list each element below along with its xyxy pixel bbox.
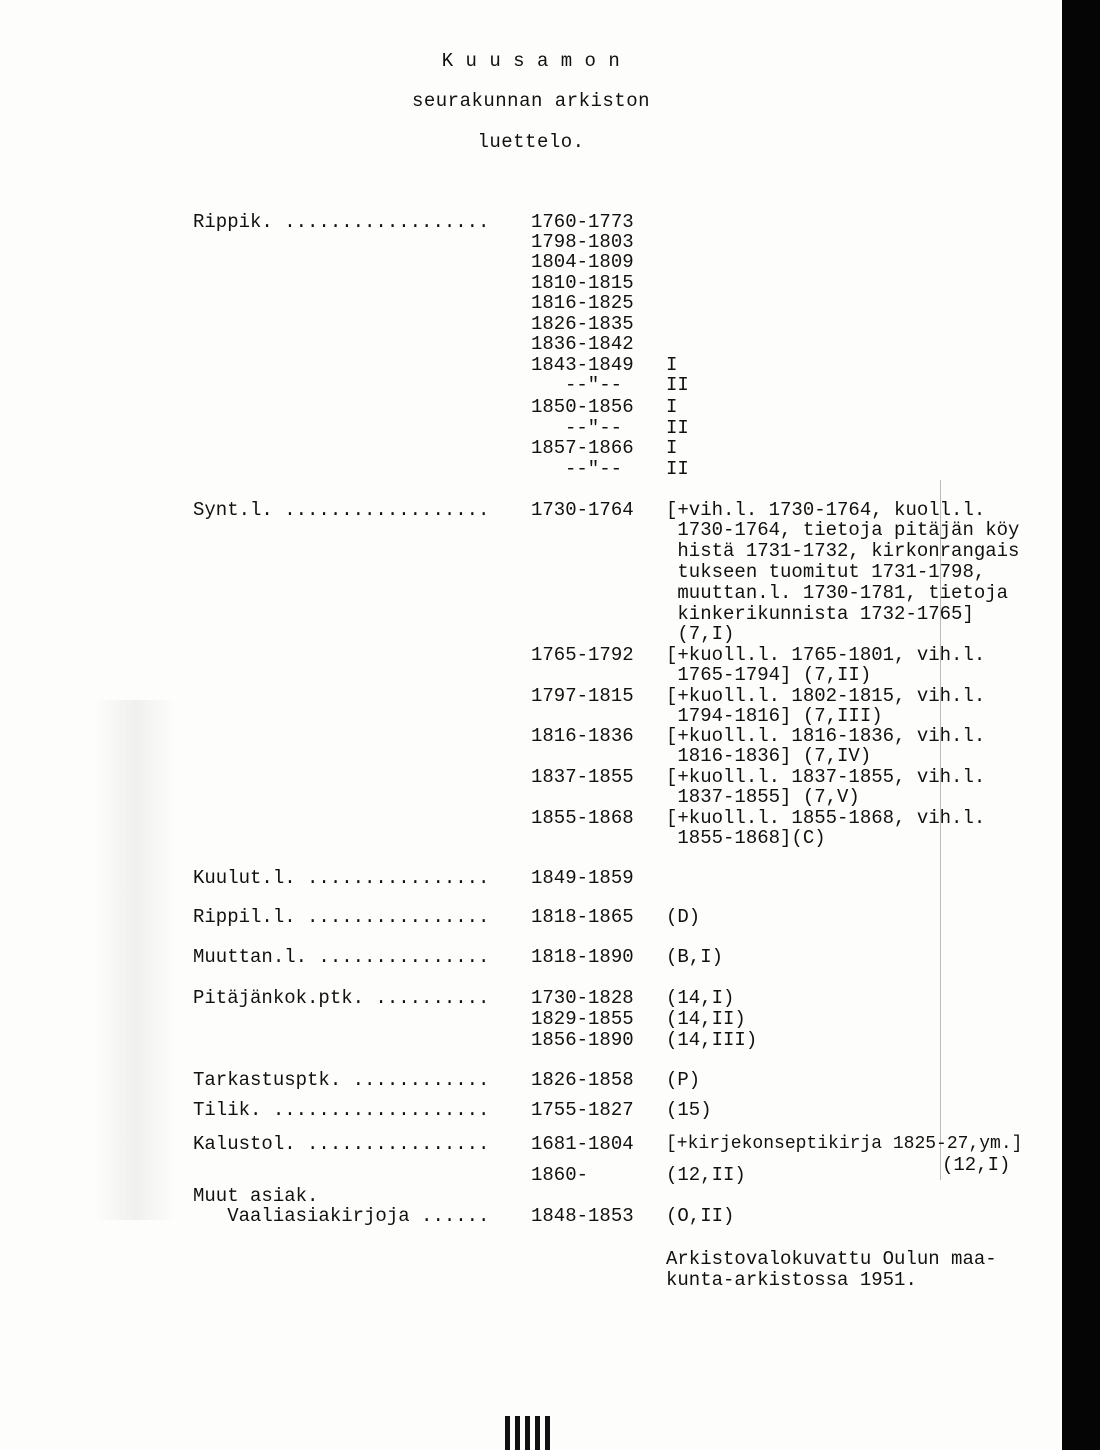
year-range: 1797-1815 — [531, 685, 634, 707]
year-range: 1856-1890 — [531, 1029, 634, 1051]
note-line: 1765-1794] (7,II) — [666, 664, 872, 686]
volume-code: (D) — [666, 906, 701, 928]
volume-code: II — [666, 417, 689, 439]
volume-code: (O,II) — [666, 1205, 735, 1227]
year-range: 1816-1836 — [531, 725, 634, 747]
muuttan-label: Muuttan.l. ............... — [193, 946, 490, 968]
volume-code: I — [666, 437, 678, 459]
note-line: [+kirjekonseptikirja 1825-27,ym.] — [666, 1134, 1023, 1154]
volume-code: II — [666, 458, 689, 480]
note-line: histä 1731-1732, kirkonrangais — [666, 540, 1020, 562]
year-range: 1730-1828 — [531, 987, 634, 1009]
year-range: 1829-1855 — [531, 1008, 634, 1030]
note-line: [+kuoll.l. 1816-1836, vih.l. — [666, 725, 986, 747]
note-line: 1816-1836] (7,IV) — [666, 745, 872, 767]
year-range: 1848-1853 — [531, 1205, 634, 1227]
year-range: 1810-1815 — [531, 272, 634, 294]
muut-label: Muut asiak. — [193, 1185, 319, 1207]
note-line: tukseen tuomitut 1731-1798, — [666, 561, 986, 583]
note-line: [+kuoll.l. 1837-1855, vih.l. — [666, 766, 986, 788]
film-border — [1062, 0, 1100, 1450]
year-range: 1730-1764 — [531, 499, 634, 521]
year-range: 1818-1865 — [531, 906, 634, 928]
title-line-1: K u u s a m o n — [441, 50, 621, 72]
volume-code: (B,I) — [666, 946, 724, 968]
year-range: 1855-1868 — [531, 807, 634, 829]
tarkastus-label: Tarkastusptk. ............ — [193, 1069, 490, 1091]
rippik-label: Rippik. .................. — [193, 211, 490, 233]
rippil-label: Rippil.l. ................ — [193, 906, 490, 928]
note-line: 1794-1816] (7,III) — [666, 705, 883, 727]
ditto-mark: --"-- — [565, 374, 623, 396]
year-range: 1755-1827 — [531, 1099, 634, 1121]
year-range: 1760-1773 — [531, 211, 634, 233]
year-range: 1850-1856 — [531, 396, 634, 418]
year-range: 1765-1792 — [531, 644, 634, 666]
tilik-label: Tilik. ................... — [193, 1099, 490, 1121]
title-line-2: seurakunnan arkiston — [411, 90, 651, 112]
note-line: muuttan.l. 1730-1781, tietoja — [666, 582, 1009, 604]
volume-code: I — [666, 396, 678, 418]
note-line: [+vih.l. 1730-1764, kuoll.l. — [666, 499, 986, 521]
title-line-3: luettelo. — [477, 131, 585, 153]
volume-code: (14,II) — [666, 1008, 746, 1030]
year-range: 1818-1890 — [531, 946, 634, 968]
year-range: 1798-1803 — [531, 231, 634, 253]
ditto-mark: --"-- — [565, 458, 623, 480]
note-line: [+kuoll.l. 1765-1801, vih.l. — [666, 644, 986, 666]
ditto-mark: --"-- — [565, 417, 623, 439]
note-line: 1730-1764, tietoja pitäjän köy — [666, 519, 1020, 541]
year-range: 1843-1849 — [531, 354, 634, 376]
year-range: 1681-1804 — [531, 1133, 634, 1155]
footer-line-1: Arkistovalokuvattu Oulun maa- — [666, 1248, 997, 1270]
year-range: 1836-1842 — [531, 333, 634, 355]
volume-code: (12,I) — [942, 1154, 1011, 1176]
note-line: (7,I) — [666, 623, 735, 645]
muut-sublabel: Vaaliasiakirjoja ...... — [193, 1205, 490, 1227]
year-range: 1816-1825 — [531, 292, 634, 314]
year-range: 1826-1835 — [531, 313, 634, 335]
pitajan-label: Pitäjänkok.ptk. .......... — [193, 987, 490, 1009]
year-range: 1826-1858 — [531, 1069, 634, 1091]
volume-code: (12,II) — [666, 1164, 746, 1186]
note-line: [+kuoll.l. 1802-1815, vih.l. — [666, 685, 986, 707]
volume-code: I — [666, 354, 678, 376]
note-line: 1855-1868](C) — [666, 827, 826, 849]
volume-code: (15) — [666, 1099, 712, 1121]
footer-line-2: kunta-arkistossa 1951. — [666, 1269, 917, 1291]
year-range: 1857-1866 — [531, 437, 634, 459]
year-range: 1837-1855 — [531, 766, 634, 788]
note-line: 1837-1855] (7,V) — [666, 786, 860, 808]
note-line: [+kuoll.l. 1855-1868, vih.l. — [666, 807, 986, 829]
film-edge-marks — [505, 1416, 555, 1450]
year-range: 1860- — [531, 1164, 589, 1186]
kalustol-label: Kalustol. ................ — [193, 1133, 490, 1155]
note-line: kinkerikunnista 1732-1765] — [666, 603, 974, 625]
volume-code: (P) — [666, 1069, 701, 1091]
volume-code: (14,III) — [666, 1029, 758, 1051]
synt-label: Synt.l. .................. — [193, 499, 490, 521]
kuulut-label: Kuulut.l. ................ — [193, 867, 490, 889]
background-watermark — [95, 700, 175, 1220]
volume-code: (14,I) — [666, 987, 735, 1009]
volume-code: II — [666, 374, 689, 396]
year-range: 1849-1859 — [531, 867, 634, 889]
year-range: 1804-1809 — [531, 251, 634, 273]
